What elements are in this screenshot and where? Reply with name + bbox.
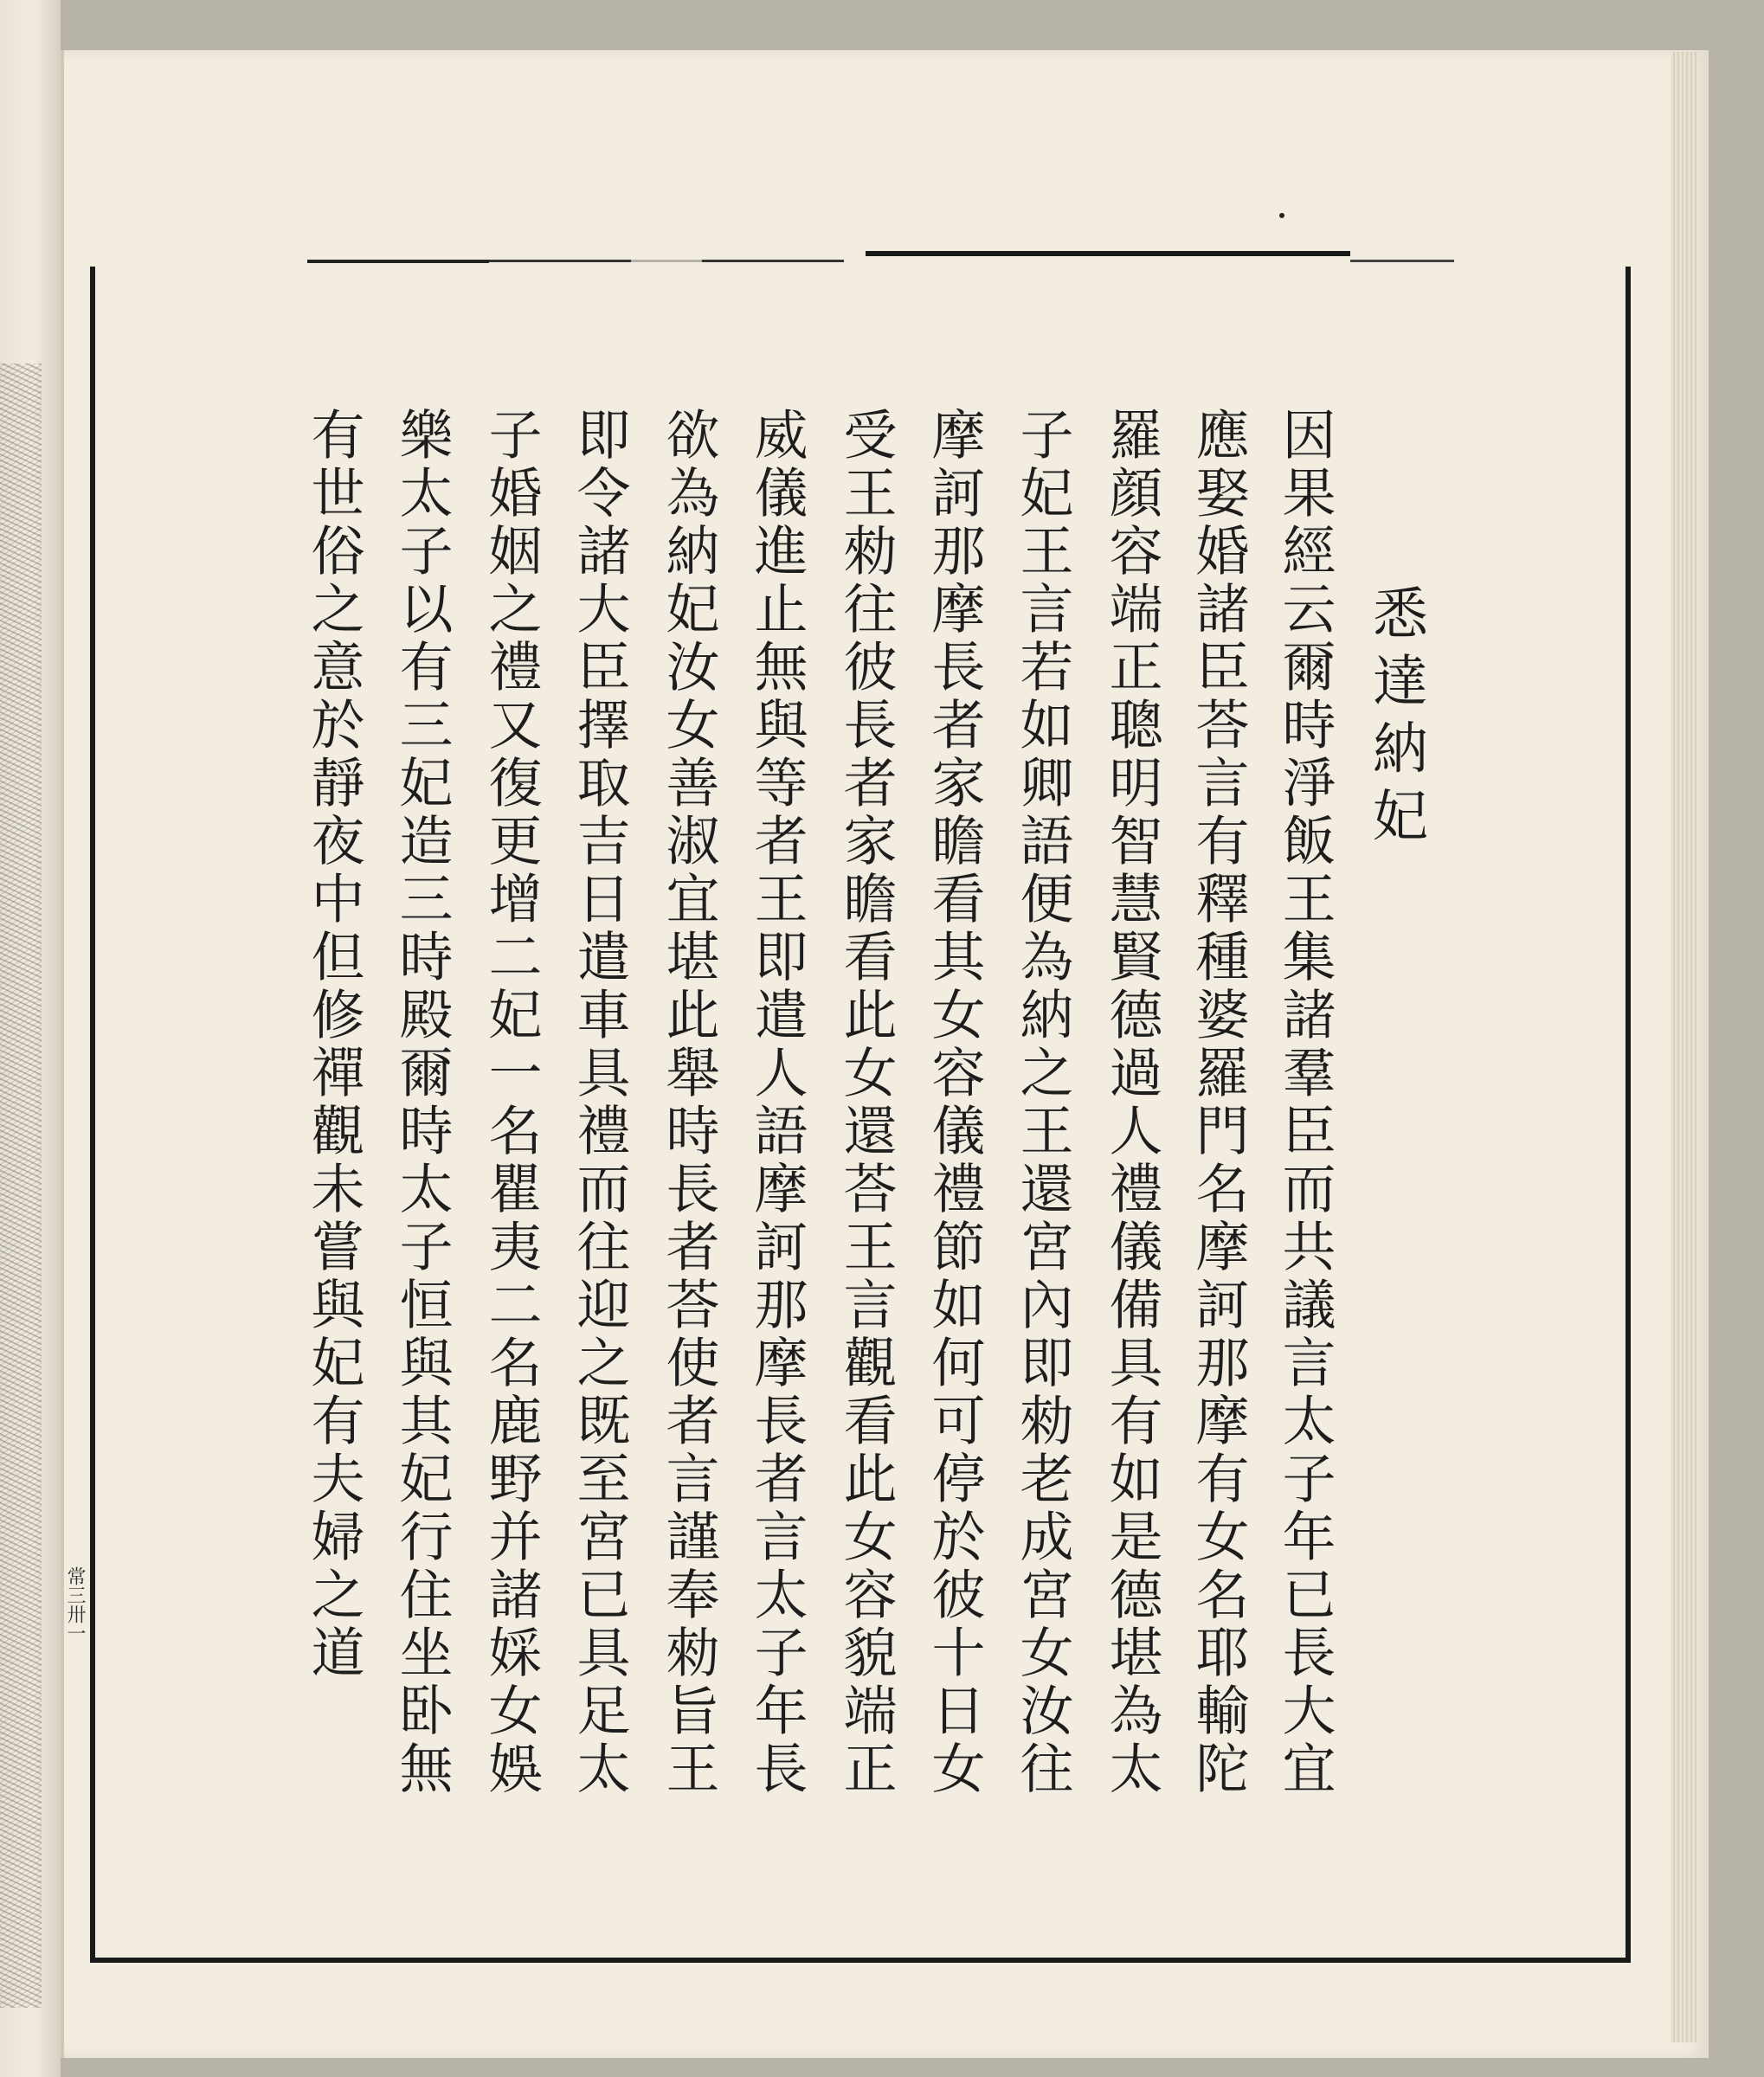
- facing-page-illustration: [0, 363, 42, 2008]
- frame-left-border: [90, 267, 95, 1963]
- text-column: 子婚姻之禮又復更增二妃一名瞿夷二名鹿野并諸婇女娛: [480, 407, 543, 1798]
- text-column: 威儀進止無與等者王即遣人語摩訶那摩長者言太子年長: [745, 407, 808, 1798]
- text-column: 樂太子以有三妃造三時殿爾時太子恒與其妃行住坐卧無: [390, 407, 454, 1798]
- text-column: 即令諸大臣擇取吉日遣車具禮而往迎之既至宮已具足太: [568, 407, 631, 1798]
- frame-top-border: [1350, 260, 1454, 262]
- frame-top-border: [866, 251, 1350, 256]
- text-column: 有世俗之意於靜夜中但修禪觀未嘗與妃有夫婦之道: [302, 407, 365, 1682]
- frame-bottom-border: [90, 1958, 1631, 1963]
- margin-page-mark: 常三卅一: [64, 1566, 86, 1643]
- text-column: 因果經云爾時淨飯王集諸羣臣而共議言太子年已長大宜: [1273, 407, 1336, 1798]
- print-dot: [1279, 213, 1284, 218]
- text-column: 子妃王言若如卿語便為納之王還宮內即勑老成宮女汝往: [1011, 407, 1074, 1798]
- facing-page-edge: [0, 0, 62, 2077]
- text-column: 摩訶那摩長者家瞻看其女容儀禮節如何可停於彼十日女: [923, 407, 986, 1798]
- frame-top-border: [307, 260, 489, 263]
- page-title: 悉達納妃: [1363, 584, 1427, 854]
- frame-top-border: [489, 260, 844, 262]
- text-column: 羅顔容端正聰明智慧賢德過人禮儀備具有如是德堪為太: [1100, 407, 1163, 1798]
- page-stack-edge: [1671, 52, 1696, 2042]
- text-column: 欲為納妃汝女善淑宜堪此舉時長者荅使者言謹奉勑旨王: [657, 407, 720, 1798]
- text-column: 受王勑往彼長者家瞻看此女還荅王言觀看此女容貌端正: [834, 407, 898, 1798]
- frame-right-border: [1626, 267, 1631, 1963]
- text-column: 應娶婚諸臣荅言有釋種婆羅門名摩訶那摩有女名耶輸陀: [1187, 407, 1250, 1798]
